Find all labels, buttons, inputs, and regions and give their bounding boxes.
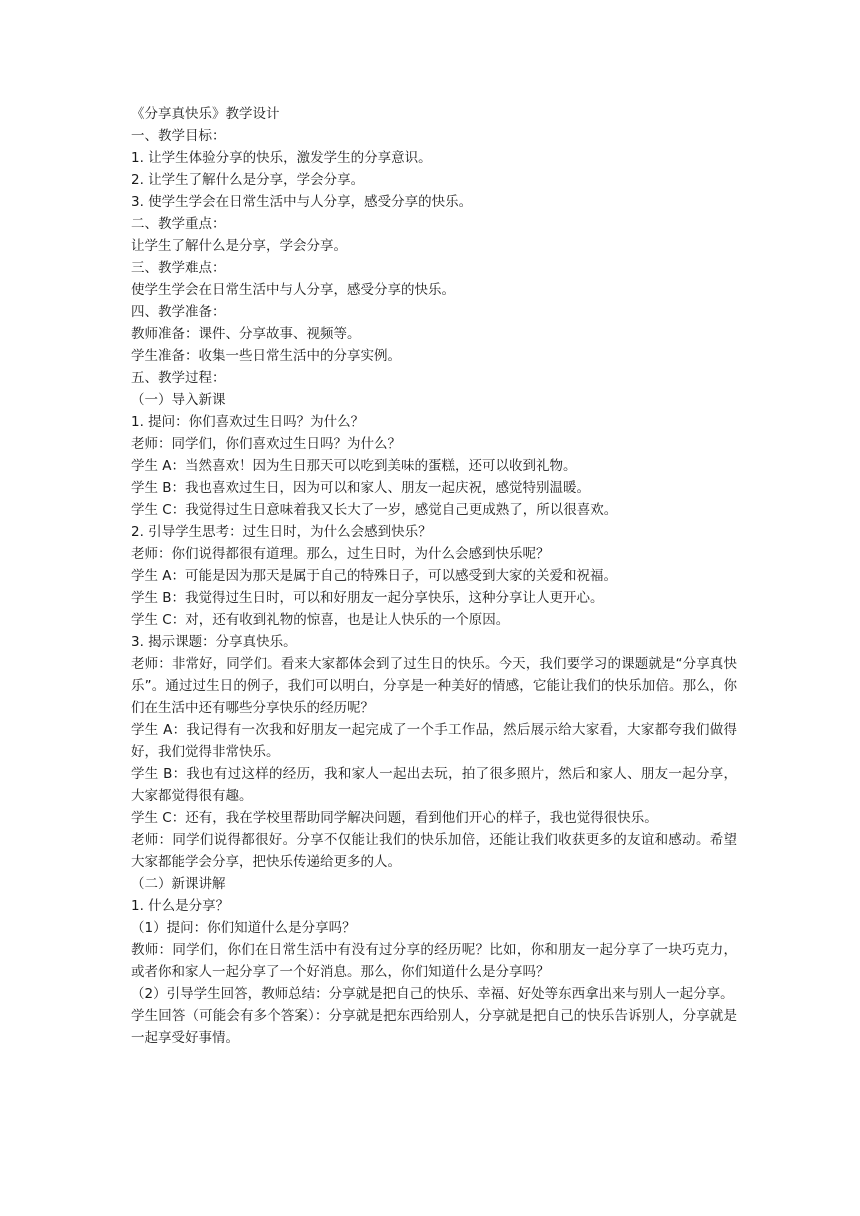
document-title: 《分享真快乐》教学设计 <box>131 106 280 122</box>
paragraph: 学生 C：我觉得过生日意味着我又长大了一岁，感觉自己更成熟了，所以很喜欢。 <box>131 502 618 518</box>
paragraph: 学生 B：我也喜欢过生日，因为可以和家人、朋友一起庆祝，感觉特别温暖。 <box>131 480 591 496</box>
subsection-heading: （一）导入新课 <box>131 392 226 408</box>
paragraph: 学生 C：还有，我在学校里帮助同学解决问题，看到他们开心的样子，我也觉得很快乐。 <box>131 810 658 826</box>
paragraph: 1. 让学生体验分享的快乐，激发学生的分享意识。 <box>131 150 432 166</box>
paragraph: 学生 A：我记得有一次我和好朋友一起完成了一个手工作品，然后展示给大家看，大家都夸我们做得好，我们觉得非常快乐。 <box>131 722 737 760</box>
paragraph: 老师：非常好，同学们。看来大家都体会到了过生日的快乐。今天，我们要学习的课题就是“分享真快乐”。通过过生日的例子，我们可以明白，分享是一种美好的情感，它能让我们的快乐加倍。那么，你们在生活中还有哪些分享快乐的经历呢？ <box>131 656 737 716</box>
section-heading: 四、教学准备： <box>131 304 226 320</box>
paragraph: 3. 揭示课题：分享真快乐。 <box>131 634 297 650</box>
document-page <box>131 103 737 1049</box>
section-heading: 三、教学难点： <box>131 260 226 276</box>
section-heading: 二、教学重点： <box>131 216 226 232</box>
paragraph: 学生 B：我也有过这样的经历，我和家人一起出去玩，拍了很多照片，然后和家人、朋友一起分享，大家都觉得很有趣。 <box>131 766 737 804</box>
paragraph: 学生准备：收集一些日常生活中的分享实例。 <box>131 348 401 364</box>
paragraph: 学生 A：当然喜欢！因为生日那天可以吃到美味的蛋糕，还可以收到礼物。 <box>131 458 577 474</box>
paragraph: （2）引导学生回答，教师总结：分享就是把自己的快乐、幸福、好处等东西拿出来与别人一起分享。 <box>131 986 734 1002</box>
paragraph: 老师：同学们，你们喜欢过生日吗？为什么？ <box>131 436 401 452</box>
paragraph: 2. 让学生了解什么是分享，学会分享。 <box>131 172 365 188</box>
paragraph: 学生回答（可能会有多个答案）：分享就是把东西给别人，分享就是把自己的快乐告诉别人，分享就是一起享受好事情。 <box>131 1008 737 1046</box>
paragraph: 1. 提问：你们喜欢过生日吗？为什么？ <box>131 414 365 430</box>
paragraph: 1. 什么是分享？ <box>131 898 230 914</box>
paragraph: 学生 A：可能是因为那天是属于自己的特殊日子，可以感受到大家的关爱和祝福。 <box>131 568 618 584</box>
section-heading: 五、教学过程： <box>131 370 226 386</box>
paragraph: 2. 引导学生思考：过生日时，为什么会感到快乐？ <box>131 524 432 540</box>
paragraph: 学生 C：对，还有收到礼物的惊喜，也是让人快乐的一个原因。 <box>131 612 510 628</box>
paragraph: 老师：同学们说得都很好。分享不仅能让我们的快乐加倍，还能让我们收获更多的友谊和感动。希望大家都能学会分享，把快乐传递给更多的人。 <box>131 832 737 870</box>
paragraph: 教师：同学们，你们在日常生活中有没有过分享的经历呢？比如，你和朋友一起分享了一块巧克力，或者你和家人一起分享了一个好消息。那么，你们知道什么是分享吗？ <box>131 942 737 980</box>
paragraph: 3. 使学生学会在日常生活中与人分享，感受分享的快乐。 <box>131 194 473 210</box>
paragraph: 教师准备：课件、分享故事、视频等。 <box>131 326 361 342</box>
paragraph: 老师：你们说得都很有道理。那么，过生日时，为什么会感到快乐呢？ <box>131 546 550 562</box>
paragraph: 学生 B：我觉得过生日时，可以和好朋友一起分享快乐，这种分享让人更开心。 <box>131 590 604 606</box>
paragraph: （1）提问：你们知道什么是分享吗？ <box>131 920 356 936</box>
subsection-heading: （二）新课讲解 <box>131 876 226 892</box>
paragraph: 让学生了解什么是分享，学会分享。 <box>131 238 347 254</box>
section-heading: 一、教学目标： <box>131 128 226 144</box>
paragraph: 使学生学会在日常生活中与人分享，感受分享的快乐。 <box>131 282 455 298</box>
